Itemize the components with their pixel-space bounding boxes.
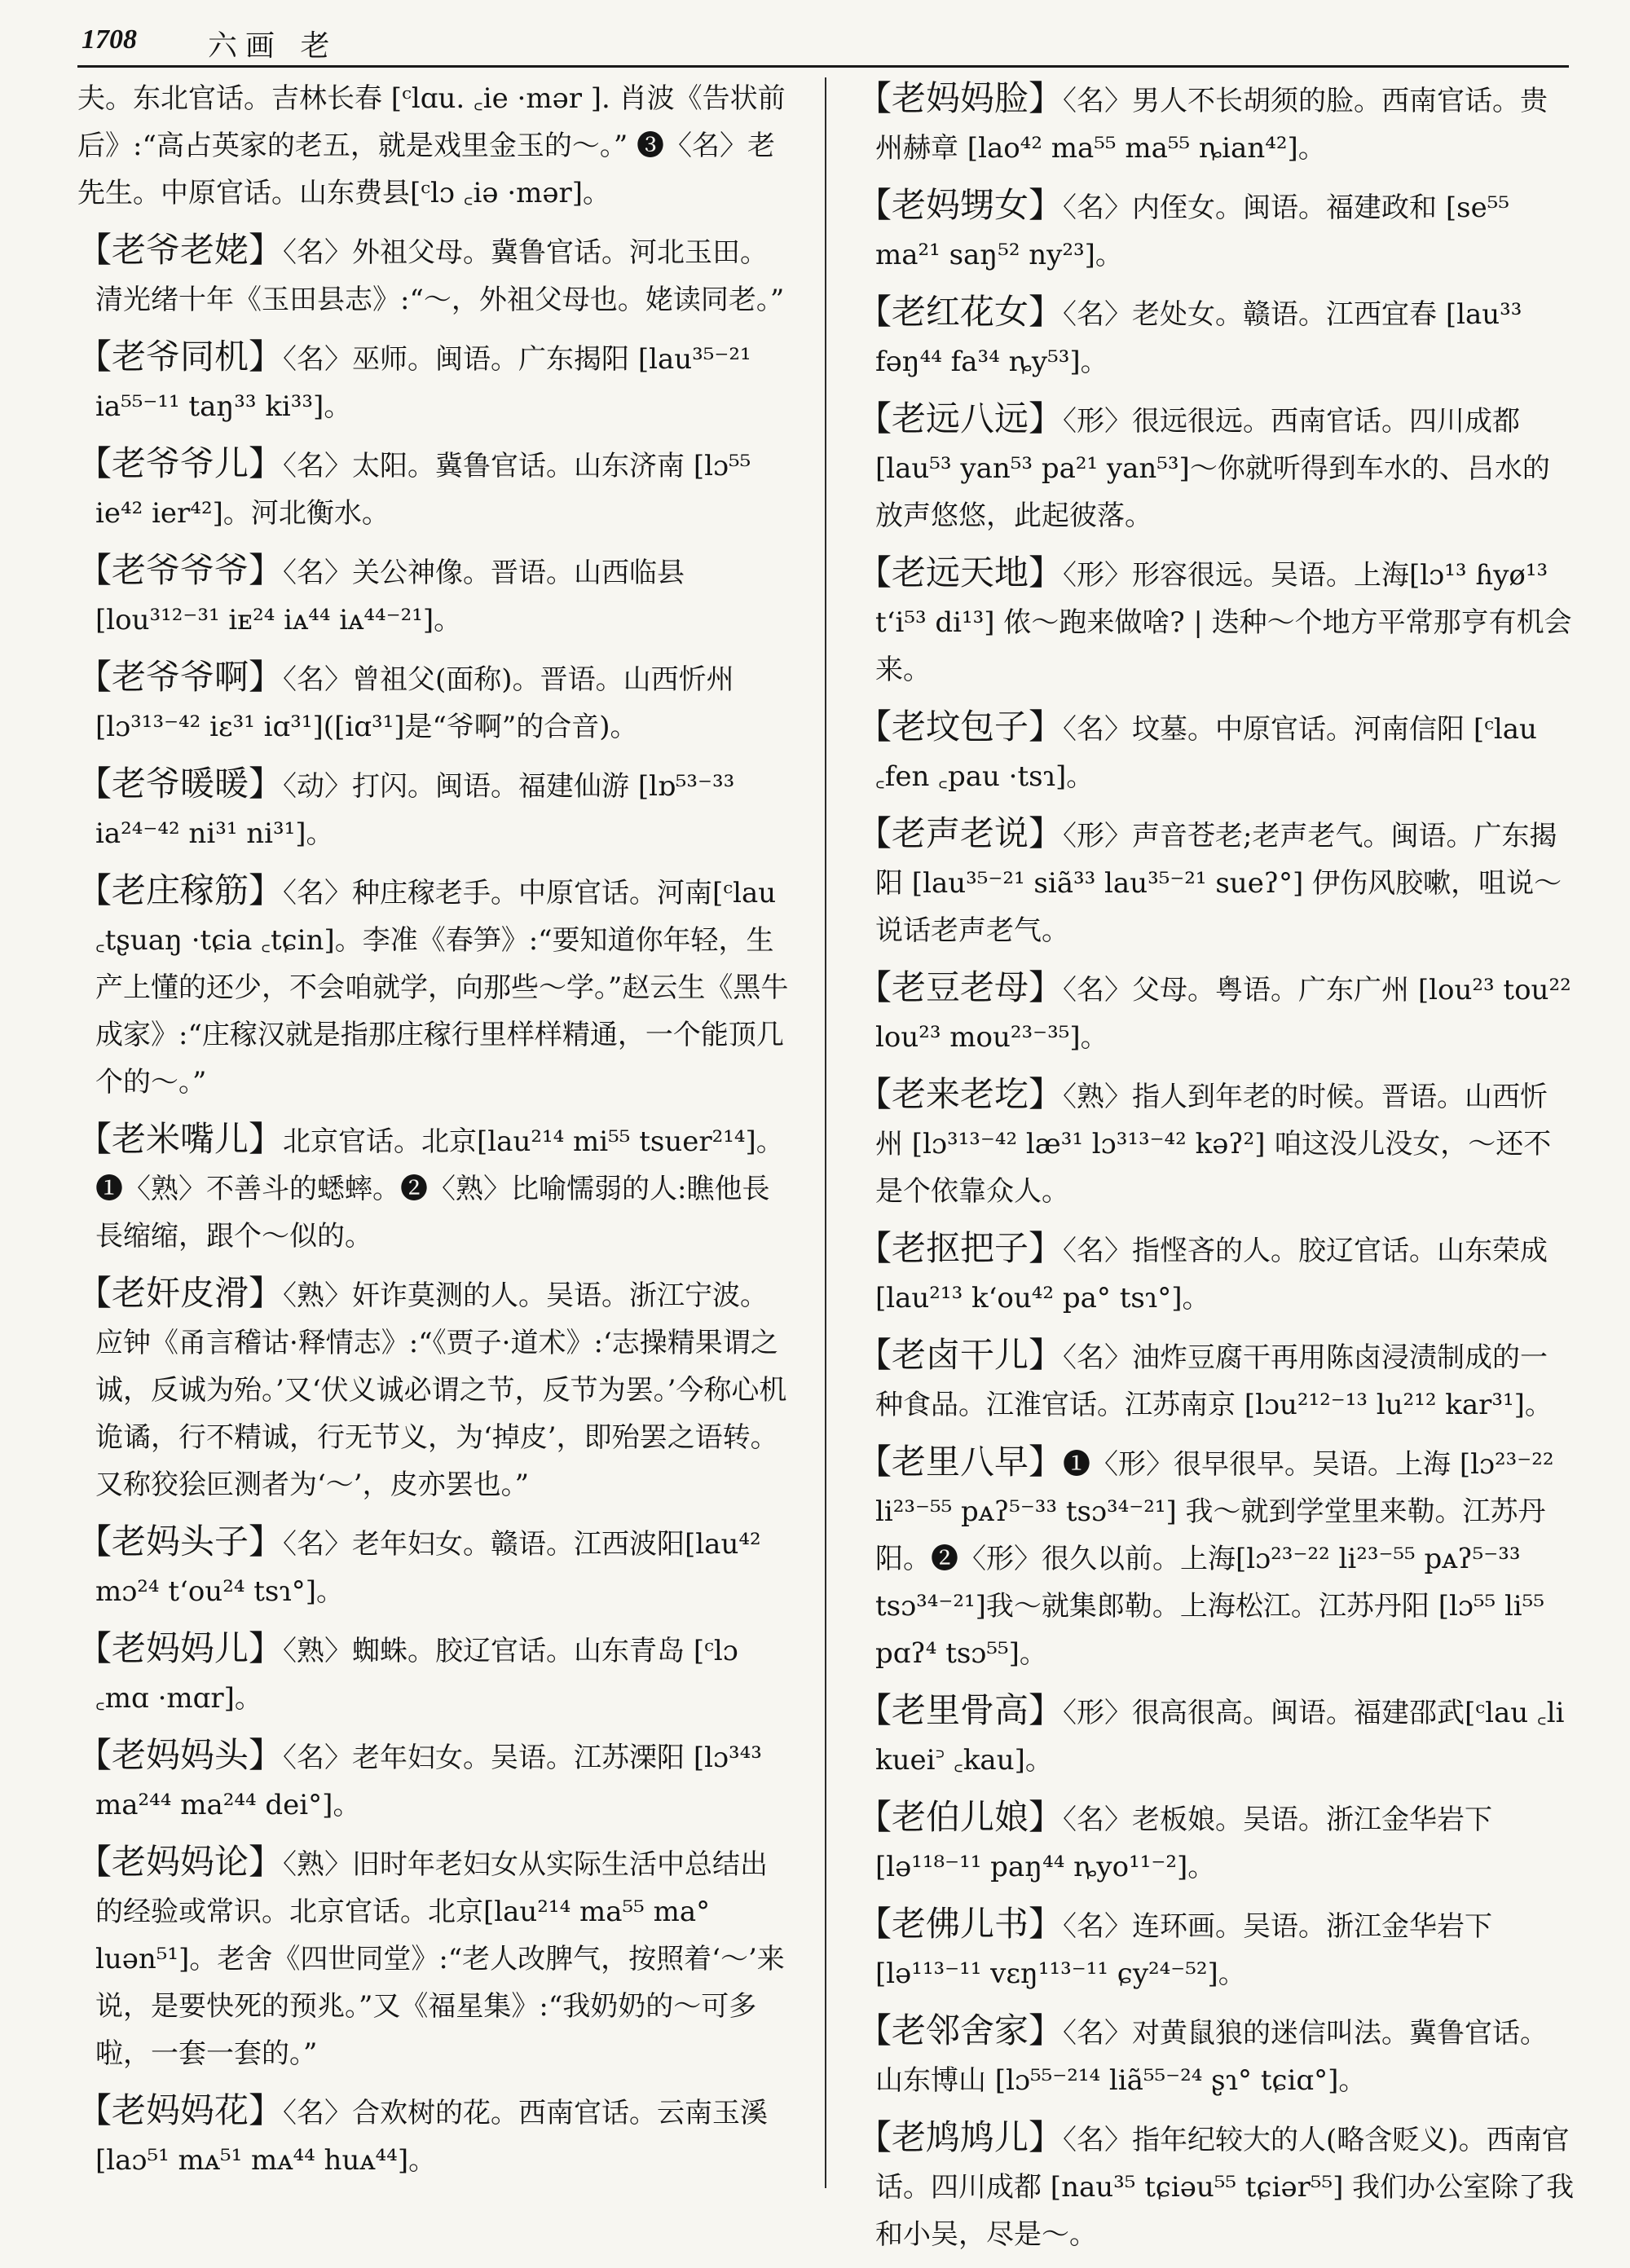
dictionary-entry	[77, 1625, 795, 1722]
dictionary-entry	[857, 1794, 1575, 1891]
entry-text: 〈名〉合欢树的花。西南官话。云南玉溪 [laɔ⁵¹ mᴀ⁵¹ mᴀ⁴⁴ huᴀ⁴⁴]。	[95, 2097, 769, 2177]
entry-headword: 【 老妈妈头 】	[77, 1735, 283, 1775]
entry-text: 北京官话。北京[lau²¹⁴ mi⁵⁵ tsuer²¹⁴]。❶〈熟〉不善斗的蟋蟀。❷〈熟〉比喻懦弱的人:瞧他長長缩缩，跟个～似的。	[95, 1125, 784, 1253]
entry-text: 夫。东北官话。吉林长春 [ᶜlɑu. ꜀ie ·mər ]. 肖波《告状前后》:“高占英家的老五，就是戏里金玉的～。” ❸〈名〉老先生。中原官话。山东费县[ᶜlɔ ꜀iə ·mər]。	[77, 82, 786, 209]
dictionary-entry	[857, 2007, 1575, 2104]
entry-headword: 【 老抠把子 】	[857, 1228, 1063, 1268]
dictionary-entry	[857, 75, 1575, 172]
left-column	[77, 75, 795, 2194]
entry-headword: 【 老爷爷爷 】	[77, 550, 283, 590]
entry-text: 〈名〉男人不长胡须的脸。西南官话。贵州赫章 [lao⁴² ma⁵⁵ ma⁵⁵ ȵian⁴²]。	[875, 85, 1548, 165]
entry-headword: 【 老米嘴儿 】	[77, 1119, 283, 1159]
entry-text: 〈名〉老板娘。吴语。浙江金华岩下 [lə¹¹⁸⁻¹¹ paŋ⁴⁴ ȵyo¹¹⁻²]。	[875, 1803, 1493, 1883]
entry-headword: 【 老妈妈脸 】	[857, 78, 1063, 118]
entry-text: 〈名〉油炸豆腐干再用陈卤浸渍制成的一种食品。江淮官话。江苏南京 [lɔu²¹²⁻¹³ lu²¹² kar³¹]。	[875, 1341, 1553, 1421]
dictionary-entry	[857, 549, 1575, 694]
dictionary-entry	[77, 1116, 795, 1260]
entry-headword: 【 老声老说 】	[857, 813, 1063, 853]
running-title: 六画 老	[208, 29, 338, 63]
entry-text: 〈熟〉指人到年老的时候。晋语。山西忻州 [lɔ³¹³⁻⁴² læ³¹ lɔ³¹³⁻⁴² kəʔ²] 咱这没儿没女，～还不是个依靠众人。	[875, 1081, 1552, 1208]
entry-text: 〈名〉内侄女。闽语。福建政和 [se⁵⁵ ma²¹ saŋ⁵² ny²³]。	[875, 192, 1509, 271]
entry-headword: 【 老佛儿书 】	[857, 1904, 1063, 1944]
entry-headword: 【 老里骨高 】	[857, 1690, 1063, 1730]
dictionary-entry	[857, 1071, 1575, 1215]
dictionary-entry	[857, 1900, 1575, 1997]
entry-text: 〈名〉老年妇女。吴语。江苏溧阳 [lɔ³⁴³ ma²⁴⁴ ma²⁴⁴ dei°]。	[95, 1742, 762, 1821]
entry-text: 〈名〉父母。粤语。广东广州 [lou²³ tou²² lou²³ mou²³⁻³⁵]。	[875, 974, 1571, 1054]
dictionary-entry	[77, 333, 795, 430]
entry-headword: 【 老鸠鸠儿 】	[857, 2117, 1063, 2157]
entry-text: 〈熟〉旧时年老妇女从实际生活中总结出的经验或常识。北京官话。北京[lau²¹⁴ ma⁵⁵ ma° luən⁵¹]。老舍《四世同堂》:“老人改脾气，按照着‘～’来说，是要快死的预兆。”又《福星集》:“我奶奶的～可多啦，一套一套的。”	[95, 1848, 785, 2070]
entry-headword: 【 老奸皮滑 】	[77, 1273, 283, 1313]
dictionary-entry	[857, 703, 1575, 800]
entry-text: ❶〈形〉很早很早。吴语。上海 [lɔ²³⁻²² li²³⁻⁵⁵ pᴀʔ⁵⁻³³ tsɔ³⁴⁻²¹] 我～就到学堂里来勒。江苏丹阳。❷〈形〉很久以前。上海[lɔ²³⁻²² li²³⁻⁵⁵ pᴀʔ⁵⁻³³ tsɔ³⁴⁻²¹]我～就集郎勒。上海松江。江苏丹阳 [lɔ⁵⁵ li⁵⁵ pɑʔ⁴ tsɔ⁵⁵]。	[875, 1448, 1554, 1670]
entry-headword: 【 老卤干儿 】	[857, 1335, 1063, 1375]
entry-headword: 【 老爷老姥 】	[77, 230, 283, 270]
dictionary-entry	[77, 440, 795, 537]
entry-text: 〈名〉连环画。吴语。浙江金华岩下 [lə¹¹³⁻¹¹ vɛŋ¹¹³⁻¹¹ ɕy²⁴⁻⁵²]。	[875, 1910, 1493, 1990]
entry-headword: 【 老爷爷儿 】	[77, 443, 283, 483]
entry-text: 〈动〉打闪。闽语。福建仙游 [lɒ⁵³⁻³³ ia²⁴⁻⁴² ni³¹ ni³¹]。	[95, 770, 735, 850]
entry-text: 〈名〉种庄稼老手。中原官话。河南[ᶜlau ꜀tʂuaŋ ·tɕia ꜀tɕin]。李准《春笋》:“要知道你年轻，生产上懂的还少，不会咱就学，向那些～学。”赵云生《黑牛成家》:“庄稼汉就是指那庄稼行里样样精通，一个能顶几个的～。”	[95, 877, 789, 1099]
entry-text: 〈名〉关公神像。晋语。山西临县 [lou³¹²⁻³¹ iᴇ²⁴ iᴀ⁴⁴ iᴀ⁴⁴⁻²¹]。	[95, 557, 685, 636]
entry-headword: 【 老爷爷啊 】	[77, 657, 283, 697]
dictionary-entry	[77, 654, 795, 751]
dictionary-entry	[77, 547, 795, 644]
entry-text: 〈名〉老年妇女。赣语。江西波阳[lau⁴² mɔ²⁴ tʻou²⁴ tsɿ°]。	[95, 1528, 761, 1608]
dictionary-entry	[77, 760, 795, 857]
right-column	[857, 75, 1575, 2268]
entry-headword: 【 老伯儿娘 】	[857, 1797, 1063, 1837]
entry-headword: 【 老妈头子 】	[77, 1522, 283, 1561]
entry-headword: 【 老里八早 】	[857, 1442, 1063, 1482]
entry-headword: 【 老来老圪 】	[857, 1074, 1063, 1114]
dictionary-entry	[857, 964, 1575, 1061]
entry-headword: 【 老庄稼筋 】	[77, 870, 283, 910]
entry-text: 〈名〉太阳。冀鲁官话。山东济南 [lɔ⁵⁵ ie⁴² ier⁴²]。河北衡水。	[95, 450, 751, 530]
entry-text: 〈名〉老处女。赣语。江西宜春 [lau³³ fəŋ⁴⁴ fa³⁴ ȵy⁵³]。	[875, 298, 1522, 378]
entry-text: 〈形〉很高很高。闽语。福建邵武[ᶜlau ꜀li kuei꜄ ꜀kau]。	[875, 1697, 1565, 1777]
dictionary-entry	[857, 1438, 1575, 1677]
column-divider	[825, 77, 826, 2188]
entry-text: 〈形〉形容很远。吴语。上海[lɔ¹³ ɦyø¹³ tʻi⁵³ di¹³] 侬～跑来做啥? | 迭种～个地方平常那亨有机会来。	[875, 559, 1572, 686]
entry-text: 〈名〉曾祖父(面称)。晋语。山西忻州 [lɔ³¹³⁻⁴² iɛ³¹ iɑ³¹]([iɑ³¹]是“爷啊”的合音)。	[95, 663, 734, 743]
dictionary-entry	[77, 1270, 795, 1508]
dictionary-entry	[77, 1732, 795, 1829]
entry-text: 〈名〉巫师。闽语。广东揭阳 [lau³⁵⁻²¹ ia⁵⁵⁻¹¹ taŋ³³ ki³³]。	[95, 343, 751, 423]
dictionary-entry	[77, 75, 795, 217]
entry-headword: 【 老妈甥女 】	[857, 185, 1063, 225]
entry-text: 〈名〉指悭吝的人。胶辽官话。山东荣成 [lau²¹³ kʻou⁴² pa° tsɿ°]。	[875, 1235, 1548, 1315]
dictionary-entry	[77, 1518, 795, 1615]
dictionary-entry	[857, 1687, 1575, 1784]
entry-headword: 【 老爷同机 】	[77, 337, 283, 377]
entry-text: 〈熟〉奸诈莫测的人。吴语。浙江宁波。应钟《甬言稽诂·释情志》:“《贾子·道术》:‘志操精果谓之诚，反诚为殆。’又‘伏义诚必谓之节，反节为罢。’今称心机诡谲，行不精诚，行无节义，为‘掉皮’，即殆罢之语转。又称狡狯叵测者为‘～’，皮亦罢也。”	[95, 1279, 787, 1501]
entry-headword: 【 老远天地 】	[857, 553, 1063, 592]
dictionary-entry	[857, 1332, 1575, 1429]
dictionary-entry	[857, 182, 1575, 279]
dictionary-entry	[77, 2087, 795, 2184]
entry-text: 〈名〉对黄鼠狼的迷信叫法。冀鲁官话。山东博山 [lɔ⁵⁵⁻²¹⁴ liã⁵⁵⁻²⁴ ʂɿ° tɕiɑ°]。	[875, 2017, 1548, 2097]
dictionary-entry	[77, 1839, 795, 2077]
dictionary-entry	[77, 867, 795, 1106]
entry-headword: 【 老坟包子 】	[857, 707, 1063, 746]
entry-headword: 【 老妈妈花 】	[77, 2090, 283, 2130]
entry-text: 〈名〉坟墓。中原官话。河南信阳 [ᶜlau ꜀fen ꜀pau ·tsɿ]。	[875, 713, 1537, 793]
dictionary-entry	[77, 227, 795, 324]
page-header	[77, 23, 1569, 68]
entry-headword: 【 老邻舍家 】	[857, 2010, 1063, 2050]
entry-text: 〈形〉很远很远。西南官话。四川成都 [lau⁵³ yan⁵³ pa²¹ yan⁵³]～你就听得到车水的、吕水的放声悠悠，此起彼落。	[875, 405, 1550, 532]
dictionary-entry	[857, 1225, 1575, 1322]
entry-text: 〈形〉声音苍老;老声老气。闽语。广东揭阳 [lau³⁵⁻²¹ siã³³ lau³⁵⁻²¹ sueʔ°] 伊伤风胶嗽，咀说～说话老声老气。	[875, 820, 1562, 947]
entry-headword: 【 老红花女 】	[857, 292, 1063, 332]
entry-headword: 【 老爷暖暖 】	[77, 764, 283, 804]
dictionary-entry	[857, 810, 1575, 954]
entry-headword: 【 老豆老母 】	[857, 967, 1063, 1007]
dictionary-entry	[857, 288, 1575, 385]
entry-text: 〈名〉外祖父母。冀鲁官话。河北玉田。清光绪十年《玉田县志》:“～，外祖父母也。姥读同老。”	[95, 236, 785, 316]
page-number: 1708	[82, 24, 137, 55]
entry-headword: 【 老远八远 】	[857, 399, 1063, 438]
dictionary-entry	[857, 395, 1575, 539]
entry-text: 〈熟〉蜘蛛。胶辽官话。山东青岛 [ᶜlɔ ꜀mɑ ·mɑr]。	[95, 1635, 738, 1715]
entry-headword: 【 老妈妈论 】	[77, 1842, 283, 1882]
entry-text: 〈名〉指年纪较大的人(略含贬义)。西南官话。四川成都 [nau³⁵ tɕiəu⁵⁵ tɕiər⁵⁵] 我们办公室除了我和小吴，尽是～。	[875, 2124, 1575, 2251]
entry-headword: 【 老妈妈儿 】	[77, 1628, 283, 1668]
dictionary-entry	[857, 2114, 1575, 2258]
